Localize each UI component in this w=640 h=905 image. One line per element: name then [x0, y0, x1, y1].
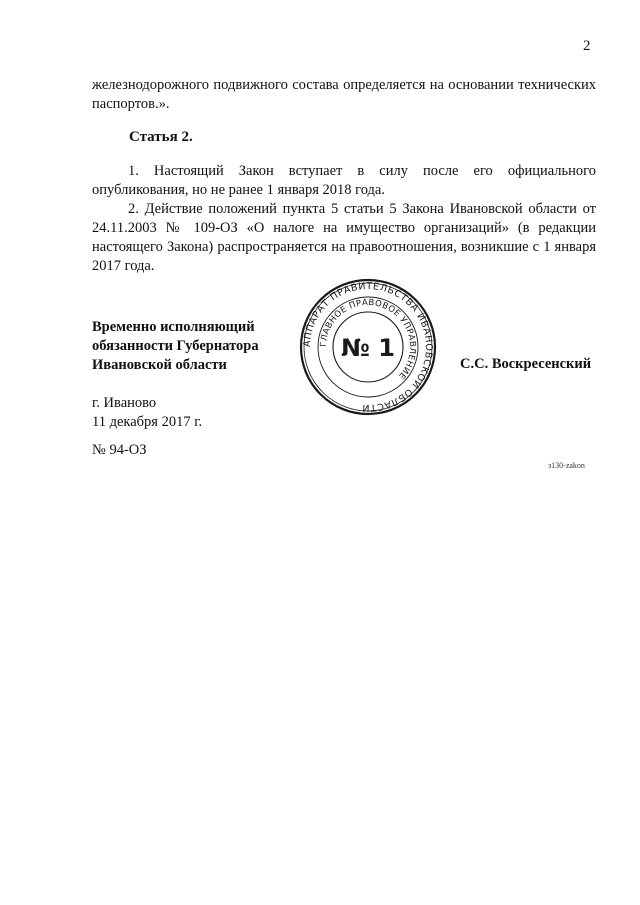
signer-name: С.С. Воскресенский [460, 356, 592, 372]
official-seal [298, 277, 438, 417]
page-number: 2 [583, 38, 591, 54]
continuation-paragraph: железнодорожного подвижного состава определяется на основании технических паспортов.». [92, 77, 596, 112]
place-date-block [92, 394, 202, 432]
signer-title-line-2: обязанности Губернатора [92, 338, 259, 354]
article-item-1: 1. Настоящий Закон вступает в силу после его официального опубликования, но не ранее 1 января 2018 года. [92, 163, 596, 198]
signer-title-line-1: Временно исполняющий [92, 319, 255, 335]
signer-title-line-3: Ивановской области [92, 357, 227, 373]
signing-date: 11 декабря 2017 г. [92, 414, 203, 430]
seal-center-number: № 1 [341, 334, 395, 362]
document-code: з130-zakon [548, 461, 585, 470]
seal-inner-text: ГЛАВНОЕ ПРАВОВОЕ УПРАВЛЕНИЕ [318, 297, 418, 381]
article-item-2: 2. Действие положений пункта 5 статьи 5 Закона Ивановской области от 24.11.2003 № 109-ОЗ «О налоге на имущество организаций» (в редакции настоящего Закона) распространяется на правоотношения, возникшие с 1 января 2017 года. [92, 201, 596, 274]
article-heading: Статья 2. [129, 129, 193, 145]
law-number: № 94-ОЗ [92, 442, 147, 458]
signer-title [92, 318, 259, 375]
seal-outer-text: АППАРАТ ПРАВИТЕЛЬСТВА ИВАНОВСКОЙ ОБЛАСТИ [301, 280, 435, 414]
place-city: г. Иваново [92, 395, 157, 411]
